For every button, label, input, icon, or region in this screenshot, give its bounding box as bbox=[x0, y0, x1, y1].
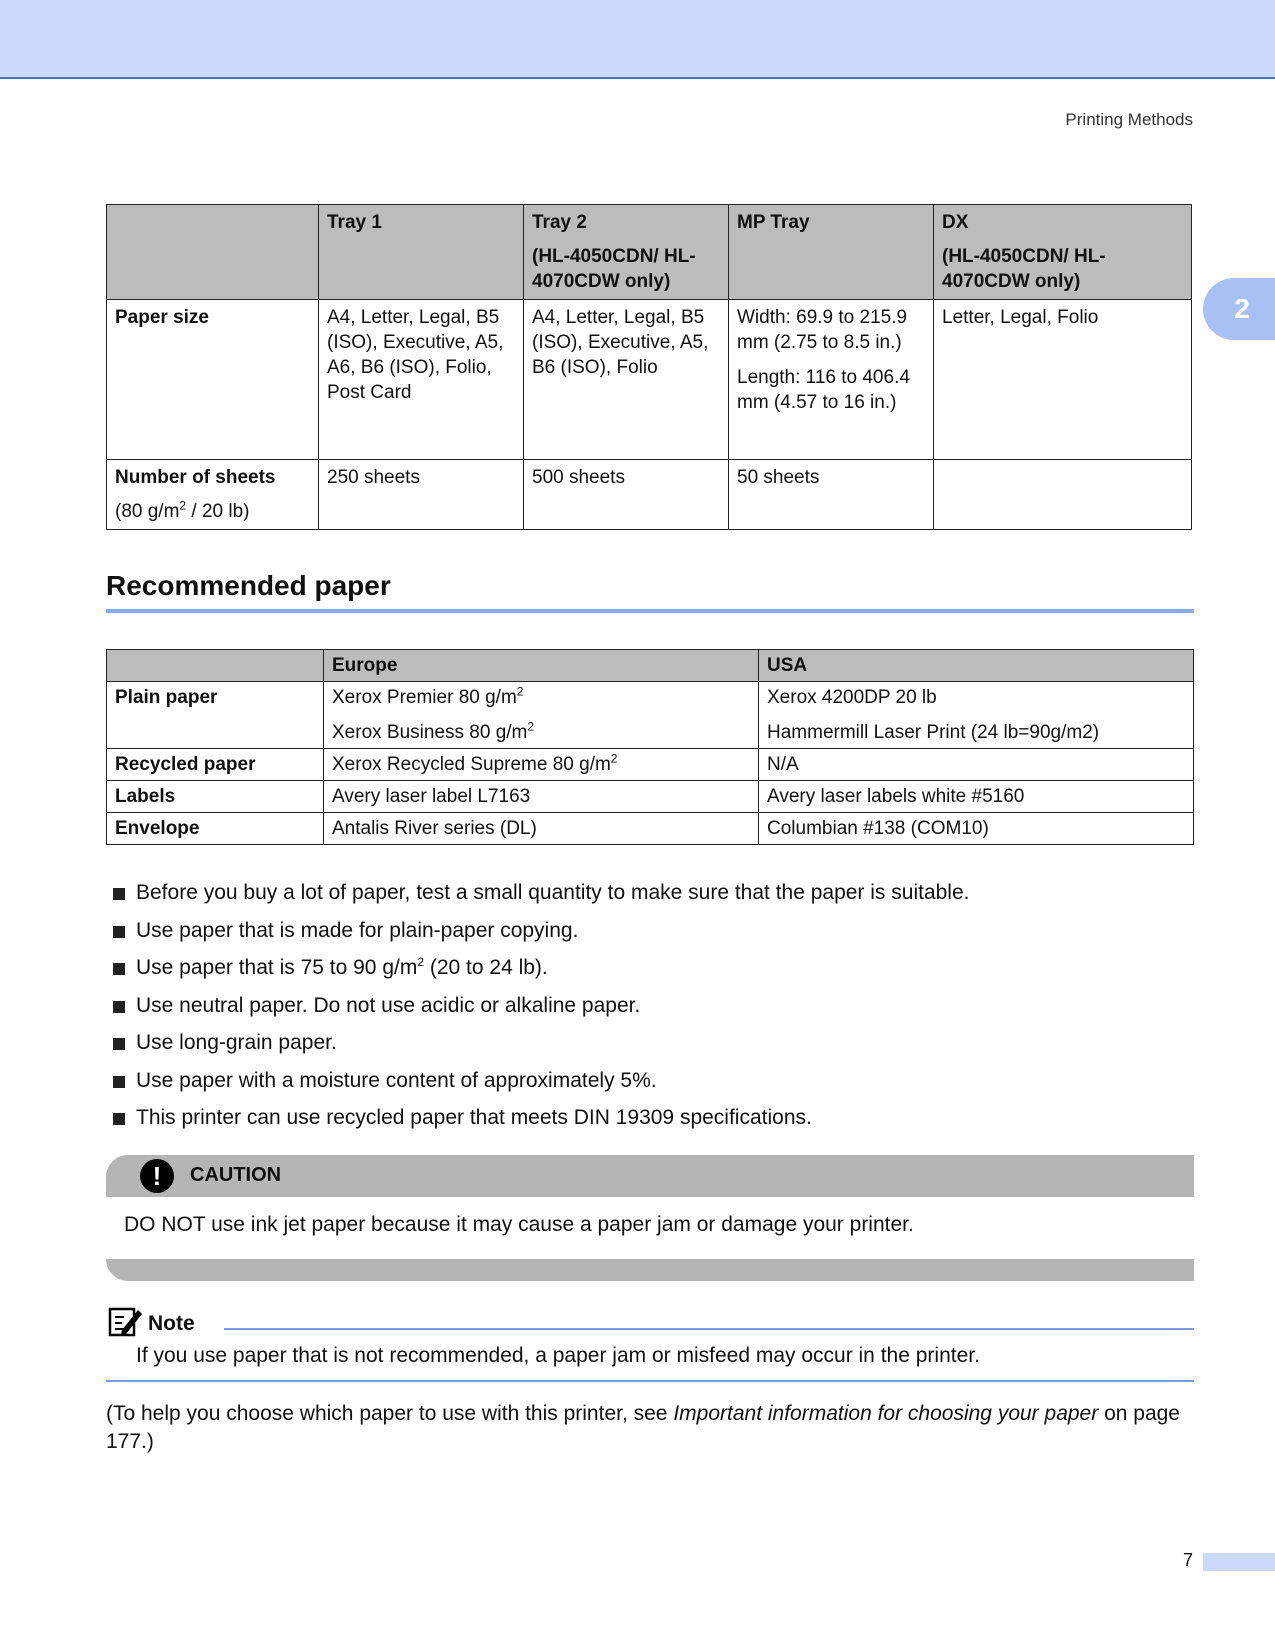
page-number: 7 bbox=[1182, 1550, 1193, 1570]
row-header-plain: Plain paper bbox=[107, 682, 324, 749]
row-header-labels: Labels bbox=[107, 781, 324, 813]
weight-note: (80 $g/m^2 / 20$ lb) bbox=[115, 498, 250, 522]
table-cell bbox=[729, 300, 934, 460]
table-row bbox=[107, 460, 1192, 530]
caution-text: DO NOT use ink jet paper because it may cause a paper jam or damage your printer. bbox=[124, 1213, 914, 1236]
table-row bbox=[107, 682, 1194, 749]
section-title: Recommended paper bbox=[106, 570, 391, 601]
row-header-sheets bbox=[107, 460, 319, 530]
col-header-mp-tray bbox=[729, 205, 934, 300]
table-cell: A4, Letter, Legal, B5 (ISO), Executive, A5, B6 (ISO), Folio bbox=[524, 300, 729, 460]
caution-footer bbox=[106, 1259, 1194, 1281]
note-pencil-icon bbox=[108, 1304, 144, 1338]
col-label: MP Tray bbox=[737, 212, 810, 233]
corner-header bbox=[107, 650, 324, 682]
table-cell: Xerox Recycled Supreme 80 $g/m^2$ bbox=[324, 749, 759, 781]
note-label: Note bbox=[148, 1312, 195, 1335]
row-header-recycled: Recycled paper bbox=[107, 749, 324, 781]
table-cell: Xerox 4200DP 20 lb Hammermill Laser Print (24 lb=90g/m2) bbox=[759, 682, 1194, 749]
table-row bbox=[107, 781, 1194, 813]
row-header-envelope: Envelope bbox=[107, 813, 324, 845]
mp-length: Length: 116 to 406.4 mm (4.57 to 16 in.) bbox=[737, 367, 910, 413]
table-header-row bbox=[107, 205, 1192, 300]
list-item: Use paper that is made for plain-paper copying. bbox=[110, 916, 1190, 954]
exclamation-icon: ! bbox=[140, 1159, 174, 1193]
table-cell: Letter, Legal, Folio bbox=[934, 300, 1192, 460]
caution-header bbox=[106, 1155, 1194, 1197]
mp-width: Width: 69.9 to 215.9 mm (2.75 to 8.5 in.) bbox=[737, 307, 908, 353]
note-rule bbox=[224, 1328, 1194, 1330]
note-rule bbox=[106, 1380, 1194, 1382]
col-note: (HL-4050CDN/ HL-4070CDW only) bbox=[532, 246, 696, 292]
col-header-usa: USA bbox=[759, 650, 1194, 682]
list-item: Use paper with a moisture content of approximately 5%. bbox=[110, 1066, 1190, 1104]
col-header-europe: Europe bbox=[324, 650, 759, 682]
section-rule bbox=[106, 609, 1194, 613]
list-item: This printer can use recycled paper that meets DIN 19309 specifications. bbox=[110, 1103, 1190, 1141]
table-cell: N/A bbox=[759, 749, 1194, 781]
running-title: Printing Methods bbox=[1065, 110, 1193, 129]
note-text: If you use paper that is not recommended, a paper jam or misfeed may occur in the printer. bbox=[136, 1344, 980, 1367]
list-item: Use paper that is 75 to 90 $g/m^2$ (20 to 24 lb). bbox=[110, 953, 1190, 991]
list-item: Before you buy a lot of paper, test a small quantity to make sure that the paper is suitable. bbox=[110, 878, 1190, 916]
row-header-paper-size: Paper size bbox=[107, 300, 319, 460]
table-cell: 250 sheets bbox=[319, 460, 524, 530]
col-header-tray1 bbox=[319, 205, 524, 300]
table-row bbox=[107, 300, 1192, 460]
table-cell: 50 sheets bbox=[729, 460, 934, 530]
top-band bbox=[0, 0, 1275, 79]
table-cell: 500 sheets bbox=[524, 460, 729, 530]
list-item: Use long-grain paper. bbox=[110, 1028, 1190, 1066]
table-cell bbox=[934, 460, 1192, 530]
caution-label: CAUTION bbox=[190, 1164, 282, 1186]
recommended-paper-table bbox=[106, 649, 1194, 845]
table-row bbox=[107, 749, 1194, 781]
col-note: (HL-4050CDN/ HL-4070CDW only) bbox=[942, 246, 1106, 292]
closing-paragraph: (To help you choose which paper to use with this printer, see Important information for choosing your paper on page 177.) bbox=[106, 1402, 1180, 1453]
table-cell: Xerox Premier 80 $g/m^2$ Xerox Business 80 $g/m^2$ bbox=[324, 682, 759, 749]
table-cell: Avery laser labels white #5160 bbox=[759, 781, 1194, 813]
table-cell: Antalis River series (DL) bbox=[324, 813, 759, 845]
row-label: Number of sheets bbox=[115, 467, 276, 488]
table-cell: A4, Letter, Legal, B5 (ISO), Executive, A5, A6, B6 (ISO), Folio, Post Card bbox=[319, 300, 524, 460]
table-cell: Columbian #138 (COM10) bbox=[759, 813, 1194, 845]
table-row bbox=[107, 813, 1194, 845]
col-label: Tray 2 bbox=[532, 212, 587, 233]
corner-header bbox=[107, 205, 319, 300]
list-item: Use neutral paper. Do not use acidic or alkaline paper. bbox=[110, 991, 1190, 1029]
reference-link[interactable]: Important information for choosing your paper bbox=[673, 1402, 1099, 1425]
table-header-row bbox=[107, 650, 1194, 682]
col-label: Tray 1 bbox=[327, 212, 382, 233]
tips-list bbox=[110, 878, 1190, 1141]
col-header-dx bbox=[934, 205, 1192, 300]
chapter-tab[interactable]: 2 bbox=[1203, 278, 1275, 340]
page-bar bbox=[1203, 1553, 1275, 1571]
table-cell: Avery laser label L7163 bbox=[324, 781, 759, 813]
col-label: DX bbox=[942, 212, 969, 233]
paper-capacity-table bbox=[106, 204, 1192, 530]
col-header-tray2 bbox=[524, 205, 729, 300]
